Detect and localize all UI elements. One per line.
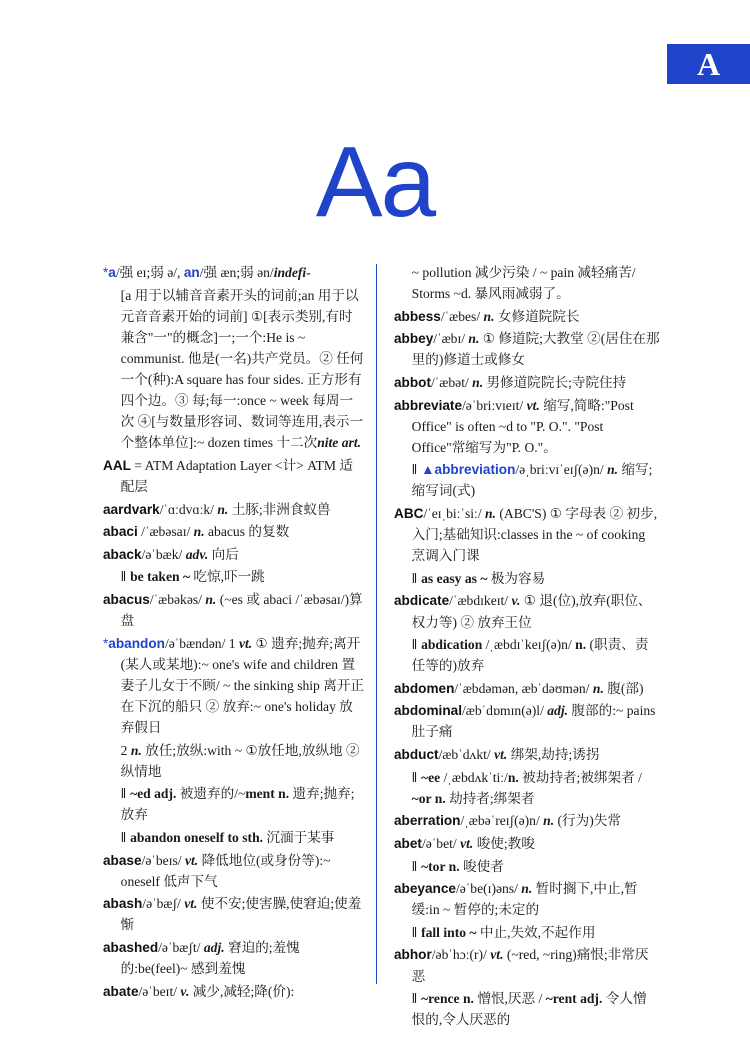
entry-text: /əˈbændən/ 1 bbox=[164, 635, 239, 651]
phrase: be taken ~ bbox=[130, 569, 191, 585]
headword: abeyance bbox=[394, 881, 456, 897]
part-of-speech: nite art. bbox=[317, 435, 361, 451]
headword: a bbox=[108, 265, 116, 280]
part-of-speech: n. bbox=[205, 591, 217, 607]
part-of-speech: adv. bbox=[185, 546, 209, 562]
headword: abandon bbox=[108, 635, 165, 651]
entry-text: /əˈbæʃ/ bbox=[142, 896, 185, 912]
thumb-index-tab: A bbox=[667, 44, 750, 84]
definition-text: /ˌæbdɪˈkeɪʃ(ə)n/ bbox=[482, 637, 576, 653]
dictionary-entry bbox=[103, 262, 365, 283]
definition-text: 腹(部) bbox=[603, 680, 644, 696]
part-of-speech: n. bbox=[130, 742, 142, 758]
headword: aberration bbox=[394, 813, 461, 829]
definition-text: (~red, ~ring)痛恨;非常厌恶 bbox=[411, 947, 649, 984]
definition-text: 放任;放纵:with ~ ①放任地,放纵地 ②纵情地 bbox=[120, 742, 360, 779]
dictionary-entry bbox=[394, 878, 660, 920]
entry-text: /əˈbæk/ bbox=[141, 546, 186, 562]
definition-text: 沉湎于某事 bbox=[263, 829, 335, 845]
frequency-star-icon: * bbox=[103, 635, 109, 651]
definition-text: 中止,失效,不起作用 bbox=[476, 924, 596, 940]
entry-text: /强 æn;弱 ən/ bbox=[199, 265, 274, 280]
definition-text: 憎恨,厌恶 / bbox=[473, 991, 546, 1007]
definition-text: /ˌæbdʌkˈtiː/ bbox=[440, 769, 508, 785]
sub-entry bbox=[394, 459, 660, 501]
headword: abbot bbox=[394, 374, 431, 390]
section-letter-heading: Aa bbox=[315, 126, 435, 238]
definition-text: 唆使;教唆 bbox=[473, 835, 535, 851]
derivative-marker: ‖ bbox=[411, 991, 422, 1007]
entry-continuation bbox=[103, 740, 365, 782]
headword: abdomen bbox=[394, 680, 455, 696]
entry-text: /强 eɪ;弱 ə/, bbox=[115, 265, 184, 280]
definition-text: 被遗弃的/~ bbox=[176, 786, 246, 802]
sub-entry bbox=[394, 767, 660, 809]
part-of-speech: v. bbox=[180, 983, 190, 999]
dictionary-entry bbox=[103, 521, 365, 542]
dictionary-entry bbox=[394, 395, 660, 458]
headword: abbreviate bbox=[394, 397, 463, 413]
part-of-speech: n. bbox=[468, 331, 480, 347]
right-column bbox=[394, 262, 660, 1032]
part-of-speech: n. bbox=[193, 524, 205, 540]
headword: abbess bbox=[394, 308, 441, 324]
headword: abbreviation bbox=[434, 462, 516, 478]
entry-text: /æbˈdʌkt/ bbox=[438, 747, 495, 763]
derivative-marker: ‖ bbox=[120, 786, 131, 802]
entry-text: = ATM Adaptation Layer <计> ATM 适配层 bbox=[120, 457, 353, 494]
entry-text: /ˈæbəkəs/ bbox=[149, 591, 206, 607]
entry-text: /ˈeɪˌbiːˈsiː/ bbox=[423, 506, 485, 522]
dictionary-entry bbox=[394, 503, 660, 566]
entry-text: /əˈbriːvɪeɪt/ bbox=[462, 397, 527, 413]
sub-entry bbox=[103, 783, 365, 825]
phrase: ~or n. bbox=[411, 790, 446, 806]
sub-entry bbox=[394, 988, 660, 1030]
phrase: abandon oneself to sth. bbox=[130, 829, 264, 845]
definition-text: 遗弃;抛弃;放弃 bbox=[120, 786, 355, 823]
derivative-marker: ‖ bbox=[411, 769, 422, 785]
sub-entry bbox=[394, 856, 660, 877]
entry-continuation bbox=[103, 285, 365, 454]
headword: abdominal bbox=[394, 703, 462, 719]
part-of-speech: n. bbox=[592, 680, 604, 696]
definition-text: 向后 bbox=[208, 546, 239, 562]
part-of-speech: n. bbox=[485, 506, 496, 522]
headword: abhor bbox=[394, 947, 432, 963]
part-of-speech: adj. bbox=[203, 939, 225, 955]
definition-text: 绑架,劫持;诱拐 bbox=[507, 747, 600, 763]
entry-text: /əˈbet/ bbox=[421, 835, 461, 851]
entry-text: /ˈæbdəmən, æbˈdəʊmən/ bbox=[454, 680, 593, 696]
definition-text: 降低地位(或身份等):~ oneself 低声下气 bbox=[120, 852, 331, 889]
definition-text: ① 修道院;大教堂 ②(居住在那里的)修道士或修女 bbox=[411, 331, 660, 368]
definition-text: ① 退(位),放弃(职位、权力等) ② 放弃王位 bbox=[411, 593, 652, 630]
phrase: abdication bbox=[421, 637, 483, 653]
part-of-speech: n. bbox=[607, 462, 619, 478]
definition-text: 令人憎恨的,令人厌恶的 bbox=[411, 991, 647, 1028]
entry-text: /əˈbæʃt/ bbox=[158, 939, 204, 955]
part-of-speech: vt. bbox=[460, 835, 474, 851]
dictionary-entry bbox=[103, 499, 365, 520]
part-of-speech: v. bbox=[511, 593, 521, 609]
entry-text: /ˈɑːdvɑːk/ bbox=[159, 501, 218, 517]
derivative-marker: ‖ bbox=[411, 570, 422, 586]
definition-text: 窘迫的;羞愧的:be(feel)~ 感到羞愧 bbox=[120, 939, 300, 976]
definition-text: (~es 或 abaci /ˈæbəsaɪ/)算盘 bbox=[120, 591, 363, 628]
headword: abase bbox=[103, 852, 142, 868]
dictionary-entry bbox=[103, 455, 365, 497]
part-of-speech: vt. bbox=[184, 896, 198, 912]
headword: abbey bbox=[394, 331, 434, 347]
definition-text: (行为)失常 bbox=[554, 813, 621, 829]
frequency-star-icon: * bbox=[103, 265, 109, 280]
definition-text: 土豚;非洲食蚁兽 bbox=[228, 501, 331, 517]
definition-text: 暂时搁下,中止,暂缓:in ~ 暂停的;未定的 bbox=[411, 881, 638, 918]
definition-text: 腹部的:~ pains 肚子痛 bbox=[411, 703, 656, 740]
definition-text: 极为容易 bbox=[487, 570, 546, 586]
part-of-speech: vt. bbox=[184, 852, 199, 868]
definition-text: 减少,减轻;降(价): bbox=[189, 983, 295, 999]
headword: abash bbox=[103, 896, 143, 912]
dictionary-entry bbox=[103, 589, 365, 631]
column-divider bbox=[376, 264, 377, 984]
headword: abate bbox=[103, 983, 139, 999]
dictionary-entry bbox=[103, 893, 365, 935]
entry-continuation bbox=[394, 262, 660, 304]
definition-text: 男修道院院长;寺院住持 bbox=[483, 374, 627, 390]
headword: aback bbox=[103, 546, 142, 562]
sub-entry bbox=[394, 568, 660, 589]
dictionary-entry bbox=[394, 744, 660, 765]
entry-text: /əbˈhɔː(r)/ bbox=[431, 947, 491, 963]
dictionary-entry bbox=[103, 850, 365, 892]
sub-entry bbox=[103, 827, 365, 848]
phrase: fall into ~ bbox=[421, 924, 477, 940]
entry-text: /ˈæbdɪkeɪt/ bbox=[449, 593, 512, 609]
dictionary-entry bbox=[394, 328, 660, 370]
derivative-marker: ‖ bbox=[120, 569, 131, 585]
headword: abashed bbox=[103, 939, 159, 955]
dictionary-entry bbox=[394, 372, 660, 393]
definition-text: 女修道院院长 bbox=[494, 308, 580, 324]
part-of-speech: n. bbox=[543, 813, 555, 829]
entry-text: /ˌæbəˈreɪʃ(ə)n/ bbox=[460, 813, 544, 829]
dictionary-entry bbox=[394, 678, 660, 699]
phrase: ~rence n. bbox=[421, 991, 474, 1007]
phrase: n. bbox=[575, 637, 587, 653]
entry-text: /ˈæbes/ bbox=[440, 308, 484, 324]
part-of-speech: indefi- bbox=[273, 265, 311, 280]
definition-text: (职责、责任等的)放弃 bbox=[411, 637, 649, 674]
dictionary-entry bbox=[103, 981, 365, 1002]
headword: abdicate bbox=[394, 593, 450, 609]
phrase: n. bbox=[507, 769, 519, 785]
phrase: ~ee bbox=[421, 769, 441, 785]
part-of-speech: n. bbox=[217, 501, 229, 517]
headword: abacus bbox=[103, 591, 150, 607]
dictionary-entry bbox=[394, 810, 660, 831]
part-of-speech: vt. bbox=[490, 947, 504, 963]
dictionary-entry bbox=[103, 633, 365, 738]
part-of-speech: vt. bbox=[238, 635, 253, 651]
dictionary-entry bbox=[103, 937, 365, 979]
frequency-star-icon: ▲ bbox=[421, 462, 435, 478]
definition-text: 唆使者 bbox=[459, 858, 504, 874]
entry-text: /əˈbeɪt/ bbox=[138, 983, 181, 999]
entry-text: /əˌbriːvɪˈeɪʃ(ə)n/ bbox=[515, 462, 608, 478]
left-column bbox=[103, 262, 365, 1003]
dictionary-entry bbox=[394, 306, 660, 327]
phrase: ~ed adj. bbox=[130, 786, 177, 802]
part-of-speech: adj. bbox=[547, 703, 569, 719]
derivative-marker: ‖ bbox=[411, 637, 422, 653]
definition-text: 缩写;缩写词(式) bbox=[411, 462, 653, 499]
definition-text: 缩写,简略:"Post Office" is often ~d to "P. O.". "Post Office"常缩写为"P. O."。 bbox=[411, 397, 634, 455]
derivative-marker: ‖ bbox=[411, 924, 422, 940]
dictionary-entry bbox=[394, 944, 660, 986]
dictionary-entry bbox=[394, 590, 660, 632]
entry-text: ~ pollution 减少污染 / ~ pain 减轻痛苦/ Storms ~d. 暴风雨减弱了。 bbox=[411, 265, 636, 302]
definition-text: ① 遗弃;抛弃;离开(某人或某地):~ one's wife and children 置妻子儿女于不顾/ ~ the sinking ship 离开正在下沉的船只 ② 放弃:~ one's holiday 放弃假日 bbox=[120, 635, 365, 735]
part-of-speech: n. bbox=[483, 308, 495, 324]
definition-text: 使不安;使害臊,使窘迫;使羞惭 bbox=[120, 896, 362, 933]
part-of-speech: n. bbox=[472, 374, 484, 390]
entry-text: 2 bbox=[120, 742, 131, 758]
entry-text: /ˈæbɪ/ bbox=[433, 331, 469, 347]
derivative-marker: ‖ bbox=[120, 829, 131, 845]
entry-text: /əˈbe(ɪ)əns/ bbox=[455, 881, 522, 897]
definition-text: 吃惊,吓一跳 bbox=[190, 569, 265, 585]
definition-text: (ABC'S) ① 字母表 ② 初步,入门;基础知识:classes in the ~ of cooking 烹调入门课 bbox=[411, 506, 658, 564]
part-of-speech: vt. bbox=[526, 397, 540, 413]
dictionary-entry bbox=[103, 544, 365, 565]
entry-text: /əˈbeɪs/ bbox=[141, 852, 185, 868]
entry-text: /ˈæbət/ bbox=[431, 374, 473, 390]
headword: abaci bbox=[103, 524, 138, 540]
phrase: ~rent adj. bbox=[545, 991, 603, 1007]
dictionary-entry bbox=[394, 833, 660, 854]
headword: AAL bbox=[103, 457, 131, 473]
definition-text: 被劫持者;被绑架者 / bbox=[518, 769, 642, 785]
part-of-speech: vt. bbox=[494, 747, 508, 763]
headword: ABC bbox=[394, 506, 424, 522]
entry-text: [a 用于以辅音音素开头的词前;an 用于以元音音素开始的词前] ①[表示类别,有时兼含"一"的概念]一;一个:He is ~ communist. 他是(一名)共产党员。② 任何一个(种):A square has four sides. 正方形有四个边。③ 每;每一:once ~ week 每周一次 ④[与数量形容词、数词等连用,表示一个整体单位]:~ dozen times 十二次 bbox=[120, 287, 364, 451]
definition-text: 劫持者;绑架者 bbox=[445, 790, 535, 806]
derivative-marker: ‖ bbox=[411, 462, 422, 478]
entry-text: /æbˈdɒmɪn(ə)l/ bbox=[461, 703, 548, 719]
phrase: as easy as ~ bbox=[421, 570, 488, 586]
part-of-speech: n. bbox=[521, 881, 533, 897]
headword: abduct bbox=[394, 747, 439, 763]
sub-entry bbox=[103, 566, 365, 587]
entry-text: /ˈæbəsaɪ/ bbox=[137, 524, 194, 540]
headword: an bbox=[183, 265, 200, 280]
definition-text: abacus 的复数 bbox=[204, 524, 290, 540]
derivative-marker: ‖ bbox=[411, 858, 422, 874]
phrase: ~tor n. bbox=[421, 858, 460, 874]
dictionary-entry bbox=[394, 700, 660, 742]
sub-entry bbox=[394, 634, 660, 676]
headword: abet bbox=[394, 835, 422, 851]
sub-entry bbox=[394, 922, 660, 943]
headword: aardvark bbox=[103, 501, 160, 517]
phrase: ment n. bbox=[245, 786, 290, 802]
